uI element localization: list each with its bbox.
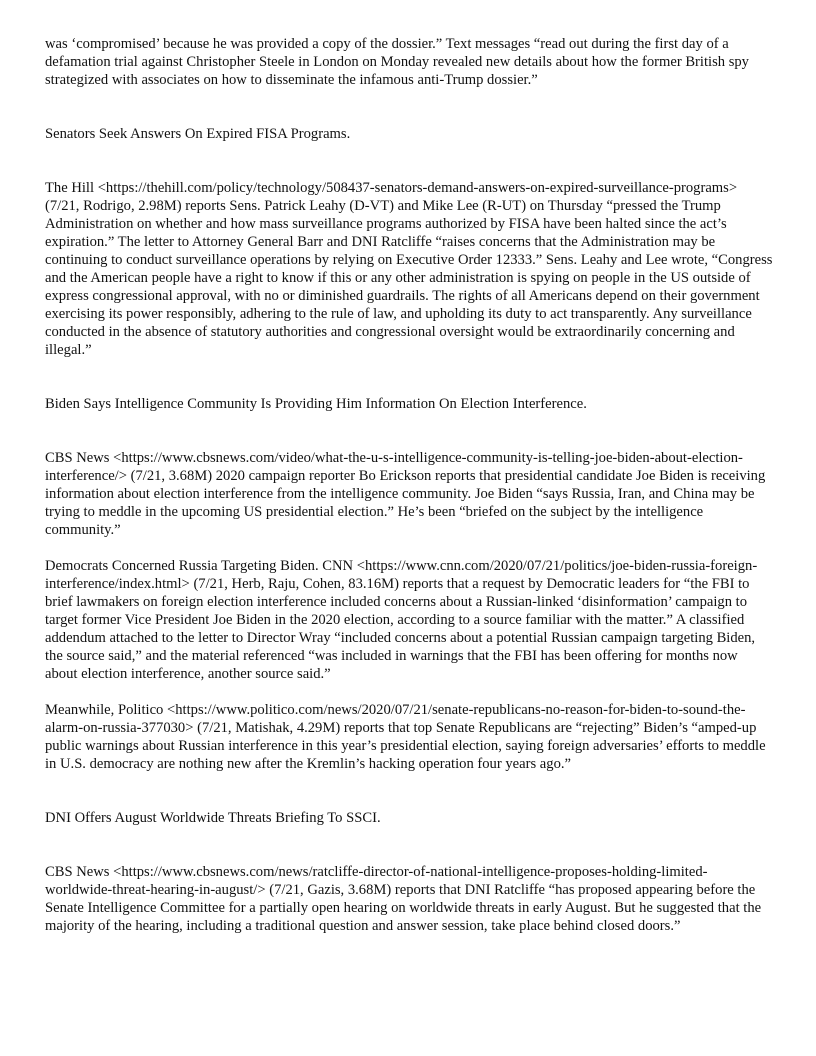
source-url-link[interactable]: <https://www.cbsnews.com/news/ratcliffe-director-of-national-intelligence-proposes-holding-limited-worldwide-threat-hearing-in-august/> <box>45 864 708 898</box>
paragraph-cbs-ratcliffe <box>45 863 773 935</box>
spacer <box>45 683 773 701</box>
source-url-link[interactable]: <https://www.politico.com/news/2020/07/21/senate-republicans-no-reason-for-biden-to-sound-the-alarm-on-russia-377030> <box>45 702 746 736</box>
heading-dni-briefing: DNI Offers August Worldwide Threats Briefing To SSCI. <box>45 810 381 826</box>
paragraph-cbs-biden <box>45 449 773 539</box>
paragraph-lead: Democrats Concerned Russia Targeting Biden. CNN <box>45 558 357 574</box>
source-url-link[interactable]: <https://www.cbsnews.com/video/what-the-u-s-intelligence-community-is-telling-joe-biden-about-election-interference/> <box>45 450 743 484</box>
document-page <box>45 35 773 935</box>
paragraph-steele-trial: was ‘compromised’ because he was provided a copy of the dossier.” Text messages “read out during the first day of a defamation trial against Christopher Steele in London on Monday revealed new details about how the former British spy strategized with associates on how to disseminate the infamous anti-Trump dossier.” <box>45 36 749 88</box>
paragraph-lead: Meanwhile, Politico <box>45 702 168 718</box>
spacer <box>45 539 773 557</box>
paragraph-politico <box>45 701 773 773</box>
heading-biden-intelligence: Biden Says Intelligence Community Is Providing Him Information On Election Interference. <box>45 396 587 412</box>
paragraph-body: (7/21, Herb, Raju, Cohen, 83.16M) reports that a request by Democratic leaders for “the FBI to brief lawmakers on foreign election interference included concerns about a Russian-linked ‘disinformation’ campaign to target former Vice President Joe Biden in the 2020 election, according to a source familiar with the matter.” A classified addendum attached to the letter to Director Wray “included concerns about a potential Russian campaign targeting Biden, the source said,” and the material referenced “was included in warnings that the FBI has been offering for months now about election interference, another source said.” <box>45 576 756 682</box>
spacer <box>45 359 773 395</box>
paragraph-body: (7/21, 3.68M) 2020 campaign reporter Bo Erickson reports that presidential candidate Joe Biden is receiving information about election interference from the intelligence community. Joe Biden “says Russia, Iran, and China may be trying to meddle in the upcoming US presidential election.” He’s been “briefed on the subject by the intelligence community.” <box>45 468 766 538</box>
paragraph-body: (7/21, Gazis, 3.68M) reports that DNI Ratcliffe “has proposed appearing before the Senate Intelligence Committee for a partially open hearing on worldwide threats in early August. But he suggested that the majority of the hearing, including a traditional question and answer session, take place behind closed doors.” <box>45 882 762 934</box>
source-name: CBS News <box>45 450 110 466</box>
paragraph-cnn-russia <box>45 557 773 683</box>
spacer <box>45 413 773 449</box>
source-name: The Hill <box>45 180 95 196</box>
spacer <box>45 773 773 809</box>
heading-fisa: Senators Seek Answers On Expired FISA Programs. <box>45 126 351 142</box>
spacer <box>45 143 773 179</box>
source-name: CBS News <box>45 864 110 880</box>
spacer <box>45 89 773 125</box>
source-url-link[interactable]: <https://www.cnn.com/2020/07/21/politics/joe-biden-russia-foreign-interference/index.html> <box>45 558 758 592</box>
paragraph-body: (7/21, Rodrigo, 2.98M) reports Sens. Patrick Leahy (D-VT) and Mike Lee (R-UT) on Thursday “pressed the Trump Administration on whether and how mass surveillance programs authorized by FISA have been halted since the act’s expiration.” The letter to Attorney General Barr and DNI Ratcliffe “raises concerns that the Administration may be continuing to conduct surveillance operations by relying on Executive Order 12333.” Sens. Leahy and Lee wrote, “Congress and the American people have a right to know if this or any other administration is spying on people in the US outside of express congressional approval, with no or diminished guardrails. The rights of all Americans depend on their government exercising its power responsibly, adhering to the rule of law, and upholding its duty to act transparently. Any surveillance conducted in the absence of statutory authorities and congressional oversight would be extraordinarily concerning and illegal.” <box>45 198 773 358</box>
paragraph-the-hill <box>45 179 773 359</box>
source-url-link[interactable]: <https://thehill.com/policy/technology/508437-senators-demand-answers-on-expired-surveillance-programs> <box>97 180 738 196</box>
spacer <box>45 827 773 863</box>
paragraph-body: (7/21, Matishak, 4.29M) reports that top Senate Republicans are “rejecting” Biden’s “amped-up public warnings about Russian interference in this year’s presidential election, saying foreign adversaries’ efforts to meddle in U.S. democracy are nothing new after the Kremlin’s hacking operation four years ago.” <box>45 720 766 772</box>
